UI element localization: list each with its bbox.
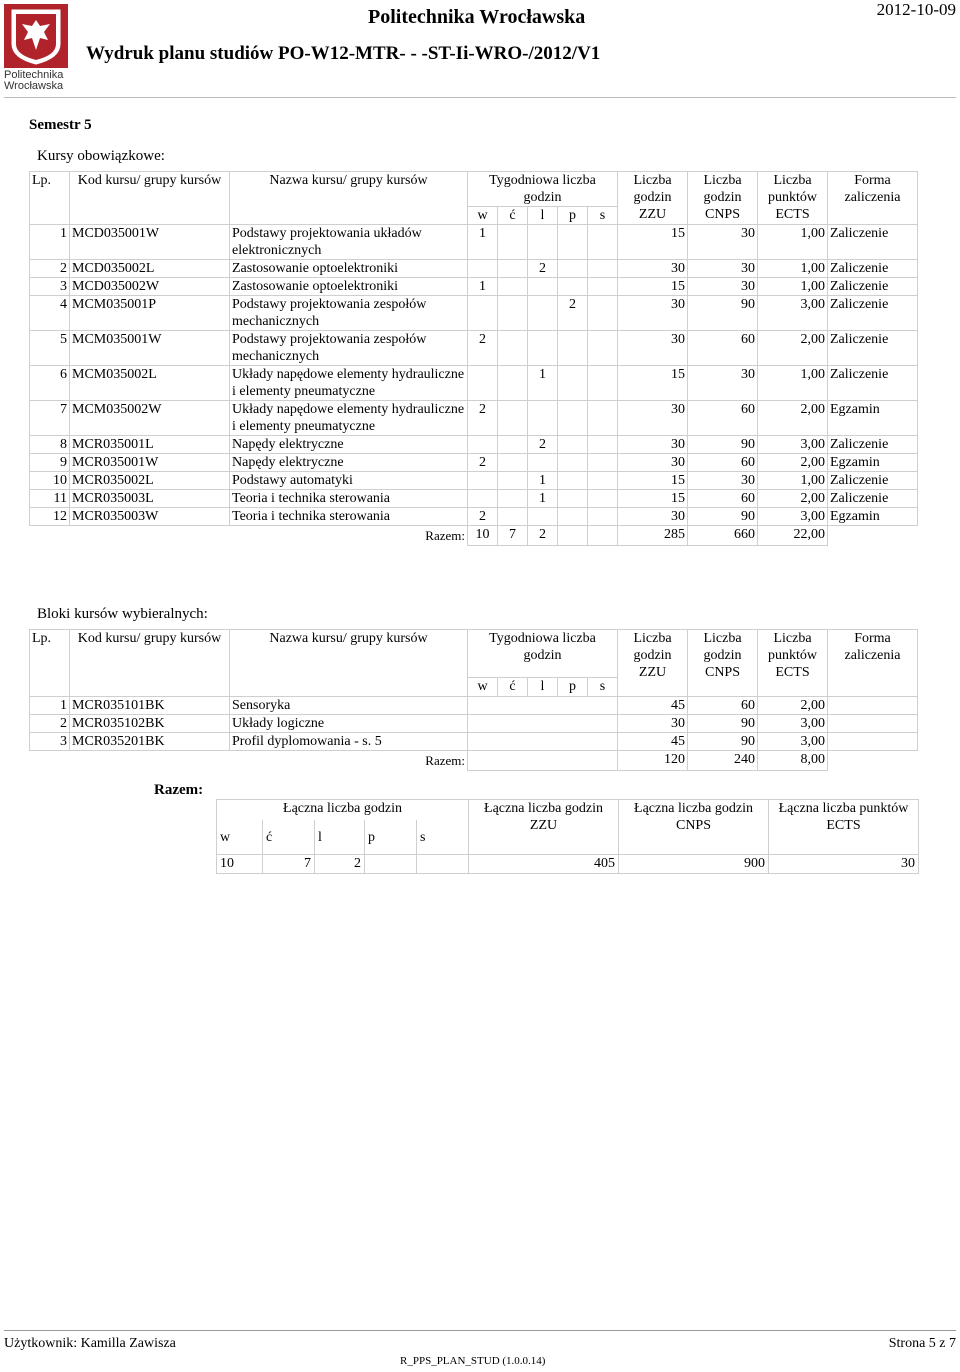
row-zzu: 30 xyxy=(618,454,688,472)
row-lp: 1 xyxy=(30,697,70,715)
header-s: s xyxy=(588,207,618,225)
elective-section-title: Bloki kursów wybieralnych: xyxy=(37,606,208,622)
razem-cnps: 660 xyxy=(688,526,758,546)
row-weekly xyxy=(468,697,618,715)
elective-razem-ects: 8,00 xyxy=(758,751,828,771)
header-s: s xyxy=(588,677,618,696)
table-row xyxy=(30,225,918,260)
row-p xyxy=(558,490,588,508)
row-code: MCM035002L xyxy=(70,366,230,401)
row-name: Teoria i technika sterowania xyxy=(230,508,468,526)
row-name: Układy logiczne xyxy=(230,715,468,733)
row-form: Egzamin xyxy=(828,401,918,436)
row-l: 2 xyxy=(528,436,558,454)
row-c xyxy=(498,331,528,366)
header-l: l xyxy=(528,677,558,696)
row-c xyxy=(498,472,528,490)
header-weekly: Tygodniowa liczba godzin xyxy=(468,630,618,678)
row-name: Zastosowanie optoelektroniki xyxy=(230,278,468,296)
row-zzu: 30 xyxy=(618,296,688,331)
row-code: MCD035002W xyxy=(70,278,230,296)
header-ects: Liczba punktów ECTS xyxy=(758,630,828,697)
row-lp: 4 xyxy=(30,296,70,331)
row-s xyxy=(588,366,618,401)
row-cnps: 60 xyxy=(688,401,758,436)
row-zzu: 15 xyxy=(618,225,688,260)
row-lp: 3 xyxy=(30,733,70,751)
totals-p-value xyxy=(365,855,417,874)
row-s xyxy=(588,436,618,454)
totals-cnps-value: 900 xyxy=(619,855,769,874)
row-cnps: 30 xyxy=(688,366,758,401)
row-p: 2 xyxy=(558,296,588,331)
row-code: MCR035002L xyxy=(70,472,230,490)
row-l: 1 xyxy=(528,490,558,508)
table-row xyxy=(30,401,918,436)
row-lp: 2 xyxy=(30,715,70,733)
row-c xyxy=(498,508,528,526)
row-p xyxy=(558,331,588,366)
elective-razem-zzu: 120 xyxy=(618,751,688,771)
header-lp: Lp. xyxy=(30,172,70,225)
print-date: 2012-10-09 xyxy=(876,0,956,19)
table-row xyxy=(30,366,918,401)
row-w: 1 xyxy=(468,225,498,260)
row-ects: 1,00 xyxy=(758,472,828,490)
row-s xyxy=(588,490,618,508)
row-code: MCR035102BK xyxy=(70,715,230,733)
row-w: 2 xyxy=(468,454,498,472)
row-c xyxy=(498,454,528,472)
row-l xyxy=(528,296,558,331)
row-weekly xyxy=(468,733,618,751)
row-l: 1 xyxy=(528,366,558,401)
row-zzu: 30 xyxy=(618,715,688,733)
row-p xyxy=(558,401,588,436)
row-ects: 3,00 xyxy=(758,296,828,331)
footer-report-code: R_PPS_PLAN_STUD (1.0.0.14) xyxy=(400,1355,546,1367)
header-name: Nazwa kursu/ grupy kursów xyxy=(230,630,468,697)
totals-zzu-value: 405 xyxy=(469,855,619,874)
row-lp: 3 xyxy=(30,278,70,296)
row-l xyxy=(528,401,558,436)
row-code: MCD035002L xyxy=(70,260,230,278)
row-cnps: 30 xyxy=(688,260,758,278)
row-p xyxy=(558,278,588,296)
totals-c-header: ć xyxy=(263,820,315,855)
elective-razem-label: Razem: xyxy=(425,753,465,768)
footer-page-number: Strona 5 z 7 xyxy=(888,1336,956,1351)
row-s xyxy=(588,401,618,436)
header-code: Kod kursu/ grupy kursów xyxy=(70,630,230,697)
row-s xyxy=(588,508,618,526)
row-lp: 7 xyxy=(30,401,70,436)
row-cnps: 60 xyxy=(688,697,758,715)
row-l: 2 xyxy=(528,260,558,278)
row-ects: 2,00 xyxy=(758,490,828,508)
totals-hours-header: Łączna liczba godzin xyxy=(217,800,469,821)
header-zzu: Liczba godzin ZZU xyxy=(618,172,688,225)
header-weekly: Tygodniowa liczba godzin xyxy=(468,172,618,207)
table-row xyxy=(30,260,918,278)
row-w xyxy=(468,436,498,454)
row-w xyxy=(468,260,498,278)
row-lp: 6 xyxy=(30,366,70,401)
row-w: 2 xyxy=(468,331,498,366)
row-lp: 12 xyxy=(30,508,70,526)
header-w: w xyxy=(468,207,498,225)
row-form: Zaliczenie xyxy=(828,278,918,296)
row-ects: 2,00 xyxy=(758,401,828,436)
row-c xyxy=(498,366,528,401)
row-p xyxy=(558,472,588,490)
header-p: p xyxy=(558,207,588,225)
elective-razem-cnps: 240 xyxy=(688,751,758,771)
totals-zzu-header: Łączna liczba godzin ZZU xyxy=(469,800,619,855)
row-name: Teoria i technika sterowania xyxy=(230,490,468,508)
row-name: Profil dyplomowania - s. 5 xyxy=(230,733,468,751)
document-title: Wydruk planu studiów PO-W12-MTR- - -ST-Ii-WRO-/2012/V1 xyxy=(86,43,601,64)
row-ects: 1,00 xyxy=(758,278,828,296)
university-logo xyxy=(4,4,68,92)
row-lp: 1 xyxy=(30,225,70,260)
row-w xyxy=(468,296,498,331)
row-s xyxy=(588,331,618,366)
row-ects: 2,00 xyxy=(758,697,828,715)
row-c xyxy=(498,225,528,260)
totals-ects-value: 30 xyxy=(769,855,919,874)
table-row xyxy=(30,296,918,331)
row-c xyxy=(498,436,528,454)
row-cnps: 60 xyxy=(688,454,758,472)
row-name: Napędy elektryczne xyxy=(230,436,468,454)
row-cnps: 60 xyxy=(688,490,758,508)
header-code: Kod kursu/ grupy kursów xyxy=(70,172,230,225)
row-c xyxy=(498,260,528,278)
table-row xyxy=(30,472,918,490)
table-row xyxy=(30,508,918,526)
row-code: MCD035001W xyxy=(70,225,230,260)
mandatory-razem-label: Razem: xyxy=(425,527,465,543)
row-s xyxy=(588,454,618,472)
row-c xyxy=(498,490,528,508)
row-name: Podstawy projektowania zespołów mechanicznych xyxy=(230,296,468,331)
row-name: Układy napędowe elementy hydrauliczne i elementy pneumatyczne xyxy=(230,401,468,436)
row-form xyxy=(828,715,918,733)
header-cnps: Liczba godzin CNPS xyxy=(688,630,758,697)
row-cnps: 30 xyxy=(688,472,758,490)
table-row xyxy=(30,454,918,472)
row-zzu: 30 xyxy=(618,436,688,454)
totals-ects-header: Łączna liczba punktów ECTS xyxy=(769,800,919,855)
razem-ects: 22,00 xyxy=(758,526,828,546)
row-code: MCM035002W xyxy=(70,401,230,436)
row-l xyxy=(528,454,558,472)
row-zzu: 15 xyxy=(618,472,688,490)
row-p xyxy=(558,454,588,472)
row-form: Zaliczenie xyxy=(828,366,918,401)
totals-p-header: p xyxy=(365,820,417,855)
totals-cnps-header: Łączna liczba godzin CNPS xyxy=(619,800,769,855)
row-code: MCR035101BK xyxy=(70,697,230,715)
semester-heading: Semestr 5 xyxy=(29,117,92,133)
row-cnps: 60 xyxy=(688,331,758,366)
row-zzu: 30 xyxy=(618,401,688,436)
totals-l-header: l xyxy=(315,820,365,855)
row-form xyxy=(828,733,918,751)
footer-user: Użytkownik: Kamilla Zawisza xyxy=(4,1336,176,1351)
row-p xyxy=(558,508,588,526)
table-row xyxy=(30,436,918,454)
totals-s-value xyxy=(417,855,469,874)
row-ects: 3,00 xyxy=(758,715,828,733)
razem-s xyxy=(588,526,618,546)
header-p: p xyxy=(558,677,588,696)
row-l xyxy=(528,331,558,366)
row-lp: 2 xyxy=(30,260,70,278)
row-weekly xyxy=(468,715,618,733)
totals-w-header: w xyxy=(217,820,263,855)
row-c xyxy=(498,401,528,436)
header-divider xyxy=(4,97,956,98)
razem-p xyxy=(558,526,588,546)
row-c xyxy=(498,296,528,331)
row-cnps: 90 xyxy=(688,436,758,454)
header-c: ć xyxy=(498,677,528,696)
row-form: Zaliczenie xyxy=(828,490,918,508)
header-c: ć xyxy=(498,207,528,225)
row-code: MCR035003W xyxy=(70,508,230,526)
row-ects: 1,00 xyxy=(758,366,828,401)
row-l xyxy=(528,278,558,296)
row-p xyxy=(558,260,588,278)
row-form: Zaliczenie xyxy=(828,225,918,260)
row-ects: 1,00 xyxy=(758,225,828,260)
row-zzu: 15 xyxy=(618,278,688,296)
row-cnps: 90 xyxy=(688,508,758,526)
row-code: MCM035001W xyxy=(70,331,230,366)
row-form: Zaliczenie xyxy=(828,472,918,490)
row-p xyxy=(558,366,588,401)
row-form: Zaliczenie xyxy=(828,260,918,278)
row-ects: 3,00 xyxy=(758,733,828,751)
row-l xyxy=(528,508,558,526)
table-row xyxy=(30,733,918,751)
university-name: Politechnika Wrocławska xyxy=(368,6,586,28)
row-lp: 9 xyxy=(30,454,70,472)
row-p xyxy=(558,225,588,260)
row-zzu: 30 xyxy=(618,260,688,278)
header-name: Nazwa kursu/ grupy kursów xyxy=(230,172,468,225)
row-l: 1 xyxy=(528,472,558,490)
row-zzu: 15 xyxy=(618,490,688,508)
row-w: 2 xyxy=(468,508,498,526)
eagle-crest-icon xyxy=(4,4,68,68)
header-l: l xyxy=(528,207,558,225)
totals-l-value: 2 xyxy=(315,855,365,874)
razem-l: 2 xyxy=(528,526,558,546)
row-w: 1 xyxy=(468,278,498,296)
row-zzu: 30 xyxy=(618,508,688,526)
row-ects: 3,00 xyxy=(758,436,828,454)
row-form: Zaliczenie xyxy=(828,296,918,331)
razem-c: 7 xyxy=(498,526,528,546)
row-ects: 2,00 xyxy=(758,454,828,472)
row-code: MCR035003L xyxy=(70,490,230,508)
totals-c-value: 7 xyxy=(263,855,315,874)
row-lp: 10 xyxy=(30,472,70,490)
row-w: 2 xyxy=(468,401,498,436)
row-ects: 3,00 xyxy=(758,508,828,526)
totals-razem-label: Razem: xyxy=(154,782,204,798)
row-name: Układy napędowe elementy hydrauliczne i elementy pneumatyczne xyxy=(230,366,468,401)
header-cnps: Liczba godzin CNPS xyxy=(688,172,758,225)
row-form: Zaliczenie xyxy=(828,331,918,366)
table-row xyxy=(30,697,918,715)
totals-s-header: s xyxy=(417,820,469,855)
row-zzu: 30 xyxy=(618,331,688,366)
row-ects: 2,00 xyxy=(758,331,828,366)
row-lp: 11 xyxy=(30,490,70,508)
logo-text: Politechnika Wrocławska xyxy=(4,69,64,92)
row-form: Egzamin xyxy=(828,454,918,472)
row-name: Podstawy automatyki xyxy=(230,472,468,490)
table-row xyxy=(30,715,918,733)
row-code: MCR035001W xyxy=(70,454,230,472)
table-row xyxy=(30,331,918,366)
razem-zzu: 285 xyxy=(618,526,688,546)
row-form xyxy=(828,697,918,715)
row-s xyxy=(588,225,618,260)
row-name: Podstawy projektowania zespołów mechanicznych xyxy=(230,331,468,366)
row-name: Podstawy projektowania układów elektronicznych xyxy=(230,225,468,260)
razem-w: 10 xyxy=(468,526,498,546)
row-s xyxy=(588,472,618,490)
row-cnps: 90 xyxy=(688,733,758,751)
row-p xyxy=(558,436,588,454)
row-s xyxy=(588,278,618,296)
row-cnps: 30 xyxy=(688,225,758,260)
semester-totals-table xyxy=(216,799,919,874)
row-code: MCR035201BK xyxy=(70,733,230,751)
row-zzu: 15 xyxy=(618,366,688,401)
header-w: w xyxy=(468,677,498,696)
row-w xyxy=(468,366,498,401)
row-name: Napędy elektryczne xyxy=(230,454,468,472)
header-ects: Liczba punktów ECTS xyxy=(758,172,828,225)
row-name: Sensoryka xyxy=(230,697,468,715)
row-w xyxy=(468,472,498,490)
table-row xyxy=(30,490,918,508)
row-code: MCR035001L xyxy=(70,436,230,454)
row-cnps: 90 xyxy=(688,715,758,733)
row-name: Zastosowanie optoelektroniki xyxy=(230,260,468,278)
row-c xyxy=(498,278,528,296)
totals-w-value: 10 xyxy=(217,855,263,874)
row-l xyxy=(528,225,558,260)
row-zzu: 45 xyxy=(618,697,688,715)
row-lp: 5 xyxy=(30,331,70,366)
row-code: MCM035001P xyxy=(70,296,230,331)
mandatory-section-title: Kursy obowiązkowe: xyxy=(37,148,165,164)
row-cnps: 30 xyxy=(688,278,758,296)
row-s xyxy=(588,260,618,278)
row-lp: 8 xyxy=(30,436,70,454)
header-lp: Lp. xyxy=(30,630,70,697)
row-s xyxy=(588,296,618,331)
table-row xyxy=(30,278,918,296)
row-cnps: 90 xyxy=(688,296,758,331)
header-zzu: Liczba godzin ZZU xyxy=(618,630,688,697)
elective-blocks-table xyxy=(29,629,918,771)
row-ects: 1,00 xyxy=(758,260,828,278)
mandatory-courses-table xyxy=(29,171,918,546)
row-w xyxy=(468,490,498,508)
row-form: Zaliczenie xyxy=(828,436,918,454)
header-form: Forma zaliczenia xyxy=(828,630,918,697)
row-form: Egzamin xyxy=(828,508,918,526)
row-zzu: 45 xyxy=(618,733,688,751)
footer-divider xyxy=(4,1330,956,1331)
header-form: Forma zaliczenia xyxy=(828,172,918,225)
